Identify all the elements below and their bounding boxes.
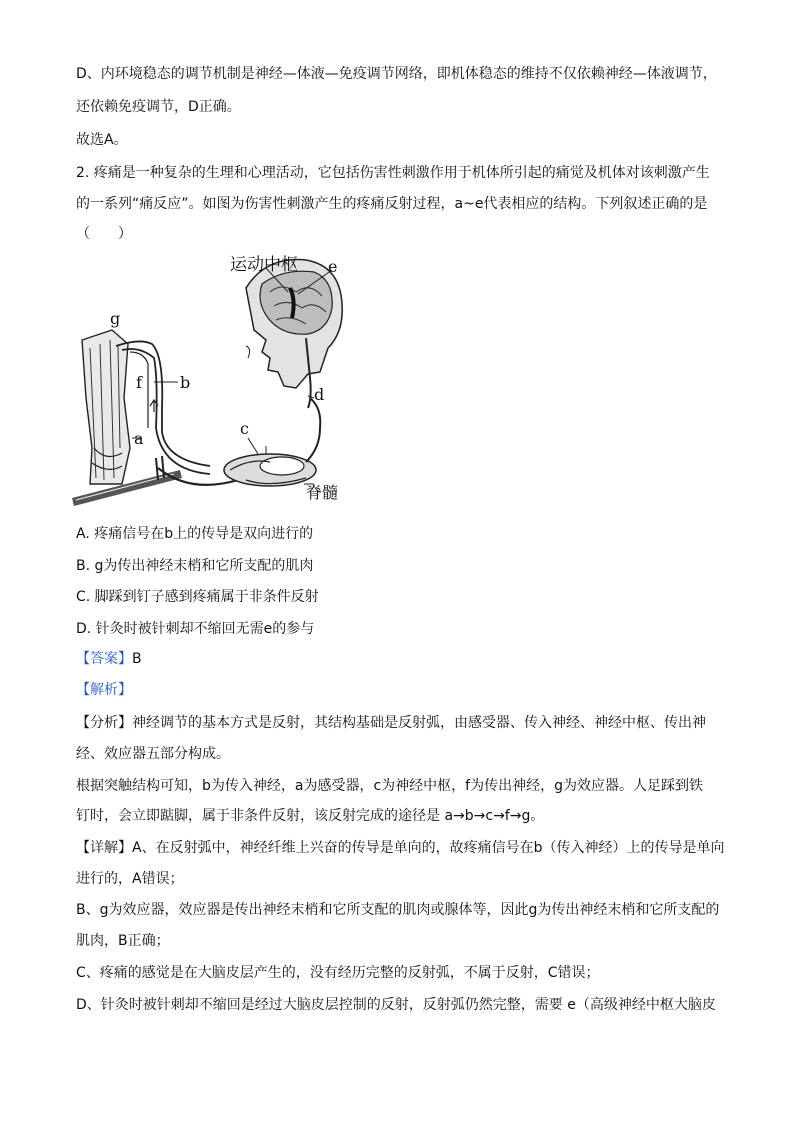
fenxi-line [76, 713, 706, 733]
label-f: f [136, 373, 142, 392]
label-d: d [314, 385, 325, 404]
text-line: 根据突触结构可知，b为传入神经，a为感受器，c为神经中枢，f为传出神经，g为效应器。人足踩到铁 [76, 778, 703, 794]
fenxi-tag: 【分析】 [76, 715, 132, 731]
xiangjie-line [76, 838, 724, 858]
label-a: a [134, 429, 144, 448]
answer-value: B [132, 651, 142, 667]
label-b: b [180, 373, 191, 392]
option-d: D. 针灸时被针刺却不缩回无需e的参与 [76, 621, 315, 637]
label-spinal-cord: 脊髓 [306, 483, 339, 502]
option-b: B. g为传出神经末梢和它所支配的肌肉 [76, 558, 314, 574]
text-line: 肌肉，B正确； [76, 933, 170, 949]
head-illustration [246, 260, 342, 408]
text-line: D、内环境稳态的调节机制是神经—体液—免疫调节网络，即机体稳态的维持不仅依赖神经—体液调节， [76, 66, 717, 82]
reflex-arc-figure [70, 248, 360, 508]
answer-tag: 【答案】 [76, 651, 132, 667]
option-a: A. 疼痛信号在b上的传导是双向进行的 [76, 526, 314, 542]
text-line: 经、效应器五部分构成。 [76, 746, 230, 762]
text-line: 还依赖免疫调节，D正确。 [76, 99, 241, 115]
text-line: B、g为效应器，效应器是传出神经末梢和它所支配的肌肉或腺体等，因此g为传出神经末梢和它所支配的 [76, 902, 720, 918]
option-c: C. 脚踩到钉子感到疼痛属于非条件反射 [76, 589, 319, 605]
question-stem: 2. 疼痛是一种复杂的生理和心理活动，它包括伤害性刺激作用于机体所引起的痛觉及机体对该刺激产生 [76, 165, 710, 181]
fenxi-text: 神经调节的基本方式是反射，其结构基础是反射弧，由感受器、传入神经、神经中枢、传出神 [132, 715, 706, 731]
label-g: g [110, 309, 121, 328]
question-stem: 的一系列“痛反应”。如图为伤害性刺激产生的疼痛反射过程，a~e代表相应的结构。下列叙述正确的是 [76, 196, 708, 212]
answer-blank: （ ） [76, 226, 132, 242]
leg-illustration [72, 330, 182, 506]
label-motor-center: 运动中枢 [230, 255, 298, 275]
text-line: D、针灸时被针刺却不缩回是经过大脑皮层控制的反射，反射弧仍然完整，需要 e（高级神经中枢大脑皮 [76, 997, 716, 1013]
label-e: e [328, 257, 338, 276]
spinal-cord [224, 398, 320, 486]
analysis-line [76, 680, 132, 700]
xiangjie-text: A、在反射弧中，神经纤维上兴奋的传导是单向的，故疼痛信号在b（传入神经）上的传导是单向 [132, 840, 725, 856]
text-line: 故选A。 [76, 132, 128, 148]
text-line: 钉时，会立即踮脚，属于非条件反射，该反射完成的途径是 a→b→c→f→g。 [76, 808, 545, 824]
text-line: 进行的，A错误； [76, 871, 184, 887]
answer-line [76, 649, 142, 669]
xiangjie-tag: 【详解】 [76, 840, 132, 856]
label-c: c [240, 419, 249, 438]
analysis-tag: 【解析】 [76, 682, 132, 698]
text-line: C、疼痛的感觉是在大脑皮层产生的，没有经历完整的反射弧，不属于反射，C错误； [76, 965, 600, 981]
